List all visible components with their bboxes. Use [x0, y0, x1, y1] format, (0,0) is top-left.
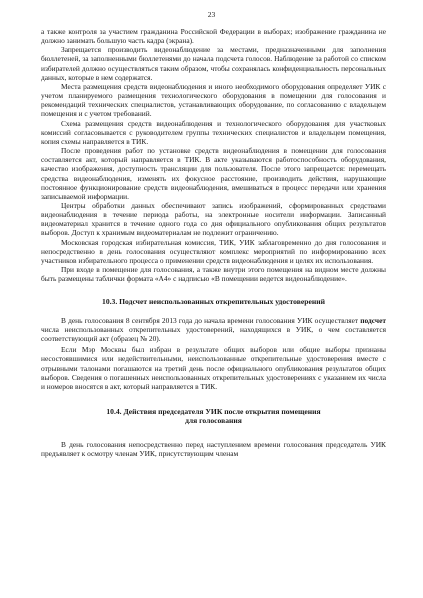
page-number: 23 — [207, 10, 216, 19]
paragraph-chairman-actions: В день голосования непосредственно перед наступлением времени голосования председатель УИК предъявляет к осмотру членам УИК, присутствующим членам — [41, 439, 386, 458]
paragraph-informing: Московская городская избирательная комиссия, ТИК, УИК заблаговременно до дня голосования и непосредственно в день голосования осуществляют комплекс мероприятий по информированию всех участников избирательного процесса о применении средств видеонаблюдения и целях их использования. — [41, 237, 386, 265]
section-heading-10-4-line2: для голосования — [185, 416, 242, 426]
paragraph-installation-act: После проведения работ по установке средств видеонаблюдения в помещении для голосования составляется акт, который направляется в ТИК. В акте указываются работоспособность оборудования, качество изображения, доступность трансляции для пользователя. После этого запрещается: перемещать средства видеонаблюдения, изменять их фокусное расстояние, производить действия, нарушающие постоянное функционирование средств видеонаблюдения, вмешиваться в процесс передачи или хранения записываемой информации. — [41, 146, 386, 201]
count-bold-word: подсчет — [360, 315, 386, 325]
count-text-before: В день голосования 8 сентября 2013 года до начала времени голосования УИК осуществляет — [61, 315, 361, 325]
count-text-after: числа неиспользованных открепительных удостоверений, находящихся в УИК, о чем составляется соответствующий акт (образец № 20). — [41, 324, 386, 344]
paragraph-placement-scheme: Схема размещения средств видеонаблюдения и технологического оборудования для участковых комиссий согласовывается с руководителем группы технических специалистов и владельцем помещения, копия схемы направляется в ТИК. — [41, 118, 386, 146]
paragraph-data-centers: Центры обработки данных обеспечивают запись изображений, сформированных средствами видеонаблюдения в течение периода работы, на электронные носители информации. Записанный видеоматериал хранится в течение одного года со дня официального опубликования общих результатов выборов. Доступ к хранимым видеоматериалам не подлежит ограничению. — [41, 200, 386, 238]
paragraph-count-certificates — [41, 316, 386, 343]
paragraph-prohibition: Запрещается производить видеонаблюдение за местами, предназначенными для заполнения бюллетеней, за заполненными бюллетенями до начала подсчета голосов. Наблюдение за работой со списком избирателей должно осуществляться таким образом, чтобы сохранялась конфиденциальность персональных данных, которые в нем содержатся. — [41, 45, 386, 82]
section-heading-10-3: 10.3. Подсчет неиспользованных открепительных удостоверений — [102, 297, 325, 307]
paragraph-continuation: а также контроля за участием гражданина Российской Федерации в выборах; изображение гражданина не должно занимать большую часть кадра (экрана). — [41, 27, 386, 46]
document-body — [41, 27, 386, 458]
paragraph-cancellation: Если Мэр Москвы был избран в результате общих выборов или общие выборы признаны несостоявшимися или недействительными, неиспользованные открепительные удостоверения вместе с отрывными талонами погашаются на третий день после официального опубликования результатов общих выборов. Сведения о погашенных неиспользованных открепительных удостоверениях с указанием их числа и номеров вносятся в акт, который направляется в ТИК. — [41, 345, 386, 391]
paragraph-signage: При входе в помещение для голосования, а также внутри этого помещения на видном месте должны быть размещены таблички формата «А4» с надписью «В помещении ведется видеонаблюдение». — [41, 265, 386, 284]
paragraph-equipment-placement: Места размещения средств видеонаблюдения и иного необходимого оборудования определяет УИК с учетом планируемого размещения технологического оборудования в помещении для голосования и рекомендаций технических специалистов, устанавливающих оборудование, по согласованию с владельцем помещения и с учетом требований. — [41, 81, 386, 119]
section-heading-10-4-line1: 10.4. Действия председателя УИК после открытия помещения — [106, 407, 321, 417]
